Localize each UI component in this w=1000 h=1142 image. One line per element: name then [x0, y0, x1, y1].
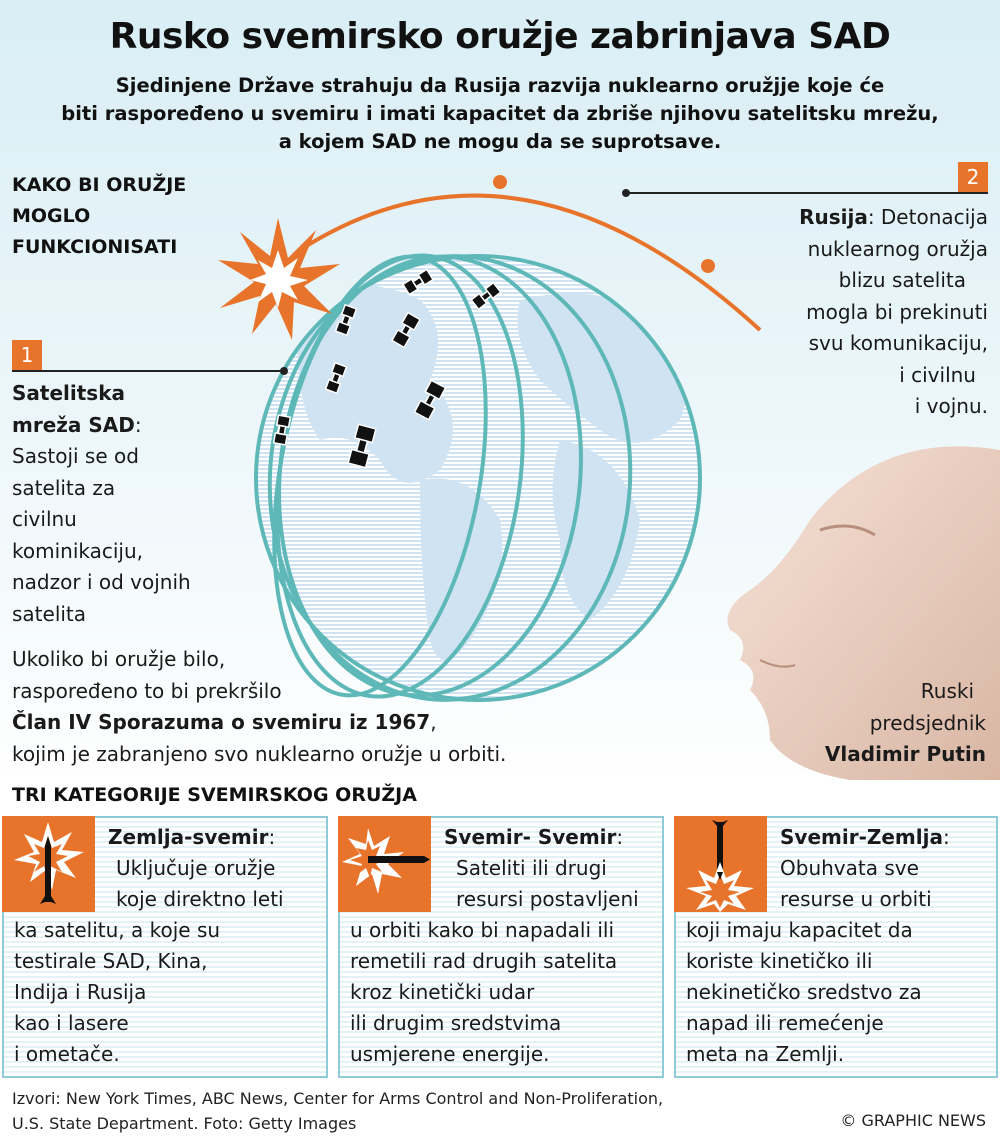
card-line: u orbiti kako bi napadali ili [350, 918, 615, 942]
card-line: ili drugim sredstvima [350, 1011, 562, 1035]
card-line: Indija i Rusija [14, 980, 147, 1004]
card-line: meta na Zemlji. [686, 1042, 845, 1066]
sources: Izvori: New York Times, ABC News, Center for Arms Control and Non-Proliferation, U.S. State Department. Foto: Getty Images [12, 1089, 664, 1133]
card-line: napad ili remećenje [686, 1011, 884, 1035]
card-title: Svemir-Zemlja: [780, 825, 950, 849]
treaty-text: Ukoliko bi oružje bilo, raspoređeno to bi prekršilo Član IV Sporazuma o svemiru iz 1967, kojim je zabranjeno svo nuklearno oružje u orbiti. [12, 647, 507, 766]
orbit-point [701, 259, 715, 273]
page-title: Rusko svemirsko oružje zabrinjava SAD [109, 16, 891, 57]
card-line: nekinetičko sredstvo za [686, 980, 922, 1004]
card-line: Sateliti ili drugi [456, 856, 607, 880]
card-line: remetili rad drugih satelita [350, 949, 618, 973]
card-line: Uključuje oružje [116, 856, 276, 880]
card-line: koje direktno leti [116, 887, 284, 911]
space-to-space-missile-icon [338, 816, 431, 912]
card-line: Obuhvata sve [780, 856, 919, 880]
step-2-leader-dot [622, 189, 630, 197]
putin-caption: Ruski predsjednik Vladimir Putin [824, 679, 986, 766]
step-1-leader-line [12, 370, 282, 372]
subtitle-line: a kojem SAD ne mogu da se suprotsave. [278, 130, 722, 153]
card-line: resurse u orbiti [780, 887, 932, 911]
card-title: Zemlja-svemir: [108, 825, 276, 849]
categories-heading: TRI KATEGORIJE SVEMIRSKOG ORUŽJA [12, 784, 417, 806]
card-line: kroz kinetički udar [350, 980, 535, 1004]
step-1-badge: 1 [12, 340, 42, 370]
orbit-point [493, 175, 507, 189]
subtitle [40, 72, 960, 156]
how-it-works-heading: KAKO BI ORUŽJE MOGLO FUNKCIONISATI [12, 174, 187, 258]
card-line: testirale SAD, Kina, [14, 949, 208, 973]
card-line: koji imaju kapacitet da [686, 918, 913, 942]
space-to-ground-missile-icon [674, 816, 767, 912]
step-1-text: Satelitska mreža SAD: Sastoji se od satelita za civilnu kominikaciju, nadzor i od vojnih satelita [12, 381, 191, 626]
category-card-ground-to-space [2, 816, 328, 1078]
card-line: i ometače. [14, 1042, 120, 1066]
category-card-space-to-space [338, 816, 664, 1078]
card-line: usmjerene energije. [350, 1042, 550, 1066]
step-2-text: Rusija: Detonacija nuklearnog oružja blizu satelita mogla bi prekinuti svu komunikaciju, i civilnu i vojnu. [799, 205, 988, 418]
step-1-leader-dot [280, 367, 288, 375]
category-card-space-to-ground [674, 816, 998, 1078]
card-line: koriste kinetičko ili [686, 949, 873, 973]
card-line: kao i lasere [14, 1011, 129, 1035]
copyright: © GRAPHIC NEWS [840, 1111, 986, 1130]
subtitle-line: Sjedinjene Države strahuju da Rusija razvija nuklearno oružjje koje će [115, 74, 885, 97]
ground-to-space-missile-icon [2, 816, 95, 912]
step-2-badge: 2 [958, 162, 988, 192]
card-line: ka satelitu, a koje su [14, 918, 221, 942]
subtitle-line: biti raspoređeno u svemiru i imati kapacitet da zbriše njihovu satelitsku mrežu, [61, 102, 939, 125]
step-2-leader-line [628, 192, 988, 194]
card-title: Svemir- Svemir: [444, 825, 624, 849]
card-line: resursi postavljeni [456, 887, 639, 911]
